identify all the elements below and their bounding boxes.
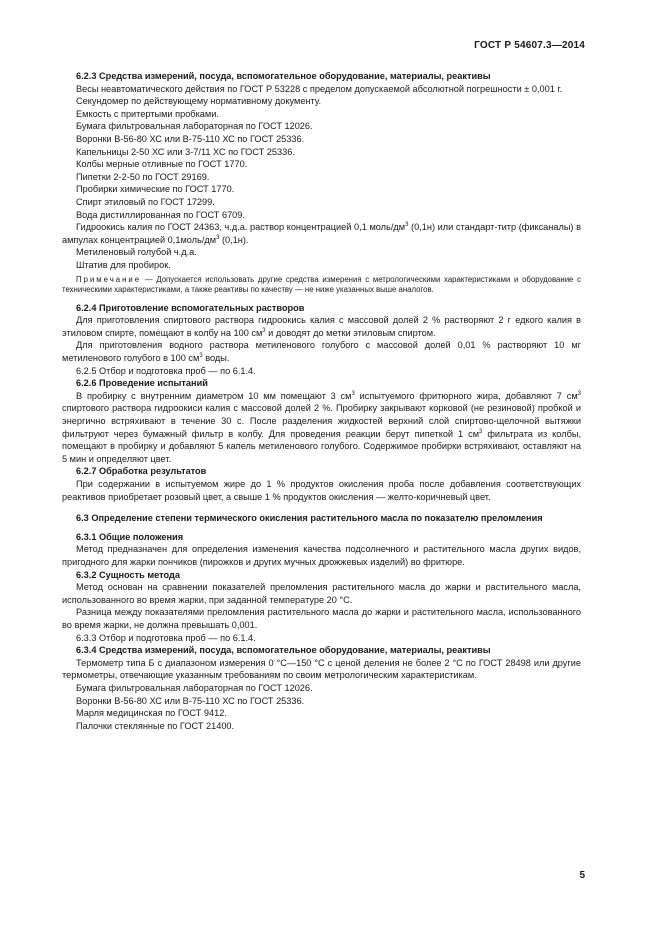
text: Для приготовления спиртового раствора гидроокись калия с массовой долей 2 % растворяют 2 г едкого калия в этиловом спирте, помещают в колбу на 100 см <box>62 315 581 338</box>
superscript: 3 <box>262 327 266 334</box>
text: спиртового раствора гидроокиси калия с массовой долей 2 %. Пробирку закрывают корковой (не резиновой) пробкой и энергично встряхивают в течение 30 с. После разделения жидкостей верхний слой спиртово-щелочной вытяжки фильтруют через бумажный фильтр в колбу. Для проведения реакции берут пипеткой 1 см <box>62 403 581 439</box>
text: Для приготовления водного раствора метиленового голубого с массовой долей 0,01 % растворяют 10 мг метиленового голубого в 100 см <box>62 340 581 364</box>
list-item: Воронки В-56-80 ХС или В-75-110 ХС по ГОСТ 25336. <box>76 695 305 706</box>
note-label: Примечание <box>76 274 142 284</box>
text: воды. <box>202 353 230 364</box>
list-item: Палочки стеклянные по ГОСТ 21400. <box>76 720 235 731</box>
list-item: Секундомер по действующему нормативному документу. <box>76 96 322 107</box>
superscript: 3 <box>199 353 203 359</box>
heading-6-2-6: 6.2.6 Проведение испытаний <box>76 378 208 389</box>
list-item: Бумага фильтровальная лабораторная по ГОСТ 12026. <box>76 682 313 693</box>
superscript: 3 <box>577 390 581 397</box>
paragraph <box>62 314 581 339</box>
paragraph: Термометр типа Б с диапазоном измерения 0 °С—150 °С с ценой деления не более 2 °С по ГОСТ 28498 или другие термометры, отвечающие указанным требованиям по своим метрологическим характеристикам. <box>62 657 581 681</box>
koh-text-2: (0,1н) или стандарт-титр (фиксаналы) в ампулах концентрацией 0,1моль/дм <box>62 222 582 245</box>
heading-6-3-1: 6.3.1 Общие положения <box>76 531 184 542</box>
list-item: Бумага фильтровальная лабораторная по ГОСТ 12026. <box>76 121 313 132</box>
koh-text-1: Гидроокись калия по ГОСТ 24363, ч.д.а. раствор концентрацией 0,1 моль/дм <box>76 222 406 233</box>
list-item: Метиленовый голубой ч.д.а. <box>76 247 197 258</box>
list-item: Пипетки 2-2-50 по ГОСТ 29169. <box>76 171 210 182</box>
paragraph: Метод основан на сравнении показателей преломления растительного масла до жарки и растительного масла, использованного во время жарки, при заданной температуре 20 °С. <box>62 582 581 605</box>
list-item: Марля медицинская по ГОСТ 9412. <box>76 708 227 719</box>
list-item: Вода дистиллированная по ГОСТ 6709. <box>76 209 245 220</box>
superscript: 3 <box>405 222 409 229</box>
heading-6-2-3: 6.2.3 Средства измерений, посуда, вспомогательное оборудование, материалы, реактивы <box>76 71 491 81</box>
text: фильтрата из колбы, помещают в пробирку и добавляют 5 капель метиленового голубого. Содержимое пробирки встряхивают, оставляют на 5 мин и определяют цвет. <box>62 428 581 464</box>
document-body <box>62 70 581 732</box>
paragraph: При содержании в испытуемом жире до 1 % продуктов окисления проба после добавления соответствующих реактивов приобретает розовый цвет, а свыше 1 % продуктов окисления — желто-коричневый цвет. <box>62 479 581 502</box>
note-paragraph <box>62 275 581 296</box>
note-text: — Допускается использовать другие средства измерения с метрологическими характеристиками и оборудование с техническими характеристиками, а также реактивы по качеству — не ниже указанных выше аналогов. <box>62 274 581 295</box>
superscript: 3 <box>351 390 355 397</box>
heading-6-3-4: 6.3.4 Средства измерений, посуда, вспомогательное оборудование, материалы, реактивы <box>76 645 491 656</box>
list-item: Штатив для пробирок. <box>76 259 171 270</box>
koh-text-3: (0,1н). <box>219 234 249 245</box>
paragraph <box>62 339 581 364</box>
heading-6-3: 6.3 Определение степени термического окисления растительного масла по показателю преломления <box>76 513 543 524</box>
document-code-header: ГОСТ Р 54607.3—2014 <box>474 40 585 51</box>
list-item: Емкость с притертыми пробками. <box>76 108 219 119</box>
superscript: 3 <box>479 428 483 435</box>
list-item: Спирт этиловый по ГОСТ 17299. <box>76 196 215 207</box>
heading-6-3-2: 6.3.2 Сущность метода <box>76 569 180 580</box>
heading-6-2-4: 6.2.4 Приготовление вспомогательных растворов <box>76 302 305 313</box>
text: В пробирку с внутренним диаметром 10 мм помещают 3 см <box>76 390 352 401</box>
paragraph: Метод предназначен для определения изменения качества подсолнечного и растительного масла других видов, пригодного для жарки пончиков (пирожков и других мучных дрожжевых изделий) во фритюре. <box>62 544 581 567</box>
paragraph: 6.3.3 Отбор и подготовка проб — по 6.1.4. <box>76 632 256 643</box>
list-item: Капельницы 2-50 ХС или 3-7/11 ХС по ГОСТ 25336. <box>76 146 295 157</box>
koh-paragraph <box>62 221 581 246</box>
paragraph: Разница между показателями преломления растительного масла до жарки и растительного масла, использованного во время жарки, не должна превышать 0,001. <box>62 607 581 630</box>
superscript: 3 <box>216 234 220 241</box>
list-item: Воронки В-56-80 ХС или В-75-110 ХС по ГОСТ 25336. <box>76 133 305 144</box>
list-item: Пробирки химические по ГОСТ 1770. <box>76 184 235 195</box>
page-number: 5 <box>579 870 585 881</box>
paragraph <box>62 390 581 466</box>
text: и доводят до метки этиловым спиртом. <box>265 327 436 338</box>
paragraph: 6.2.5 Отбор и подготовка проб — по 6.1.4. <box>76 365 256 376</box>
heading-6-2-7: 6.2.7 Обработка результатов <box>76 466 207 477</box>
scales-paragraph: Весы неавтоматического действия по ГОСТ Р 53228 с пределом допускаемой абсолютной погрешности ± 0,001 г. <box>76 83 563 94</box>
text: испытуемого фритюрного жира, добавляют 7 см <box>354 390 578 401</box>
list-item: Колбы мерные отливные по ГОСТ 1770. <box>76 159 248 170</box>
